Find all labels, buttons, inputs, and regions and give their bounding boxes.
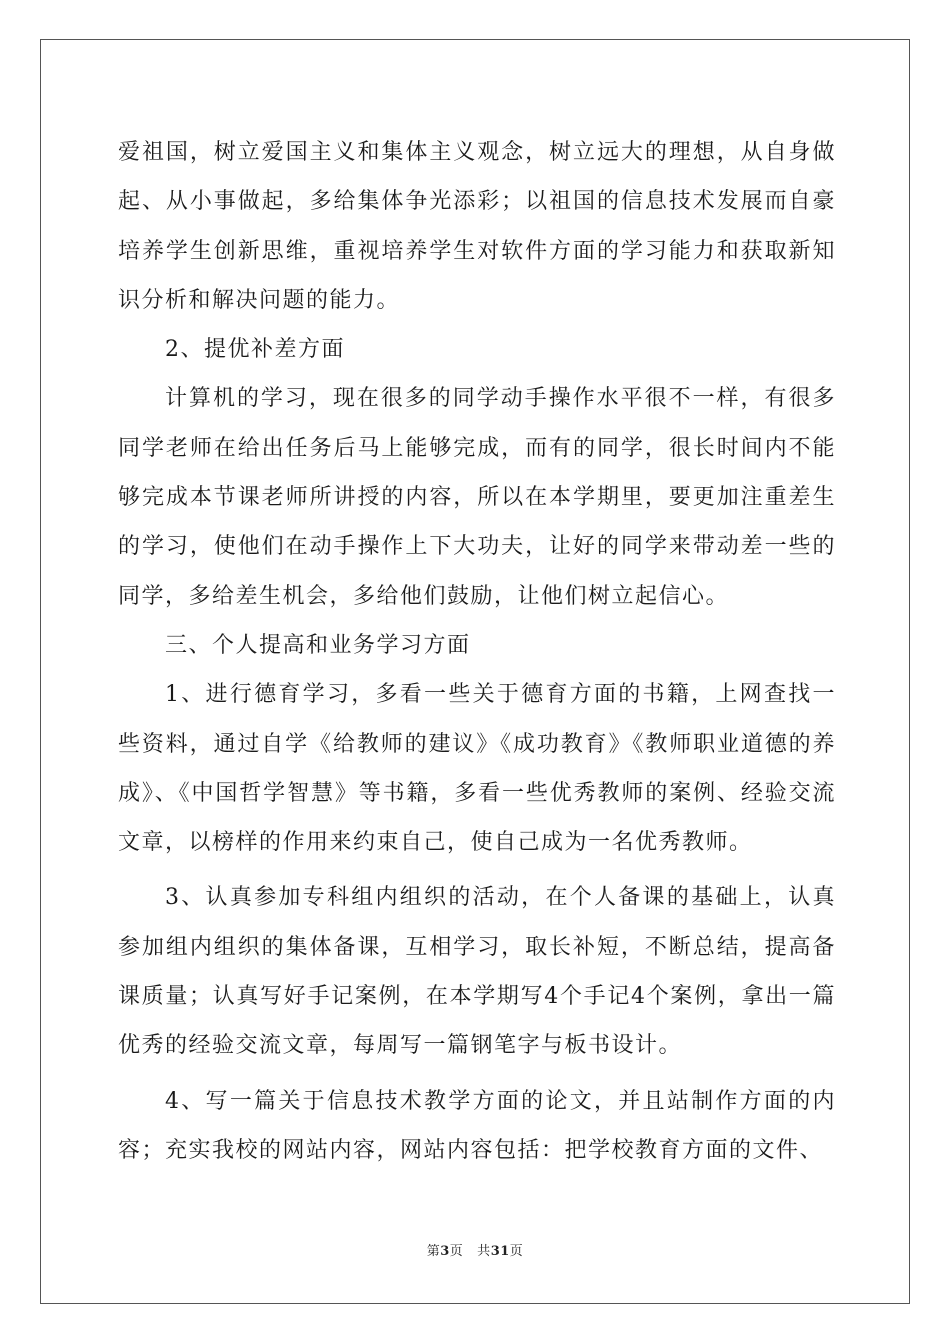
section-heading-personal-development: 三、个人提高和业务学习方面 xyxy=(165,632,471,658)
paragraph-thesis: 4、写一篇关于信息技术教学方面的论文，并且站制作方面的内容；充实我校的网站内容，网站内容包括：把学校教育方面的文件、 xyxy=(118,1088,836,1163)
footer-total-prefix: 共 xyxy=(477,1244,491,1259)
paragraph-continuation: 爱祖国，树立爱国主义和集体主义观念，树立远大的理想，从自身做起、从小事做起，多给集体争光添彩；以祖国的信息技术发展而自豪培养学生创新思维，重视培养学生对软件方面的学习能力和获取新知识分析和解决问题的能力。 xyxy=(118,140,836,313)
footer-total-suffix: 页 xyxy=(509,1244,524,1259)
paragraph-moral-study: 1、进行德育学习，多看一些关于德育方面的书籍，上网查找一些资料，通过自学《给教师的建议》《成功教育》《教师职业道德的养成》、《中国哲学智慧》等书籍，多看一些优秀教师的案例、经验交流文章，以榜样的作用来约束自己，使自己成为一名优秀教师。 xyxy=(118,682,836,856)
section-heading-tutoring: 2、提优补差方面 xyxy=(165,337,345,363)
page-footer xyxy=(0,1240,950,1259)
footer-page-suffix: 页 xyxy=(449,1244,464,1259)
paragraph-group-activities: 3、认真参加专科组内组织的活动，在个人备课的基础上，认真参加组内组织的集体备课，互相学习，取长补短，不断总结，提高备课质量；认真写好手记案例，在本学期写4个手记4个案例，拿出一篇优秀的经验交流文章，每周写一篇钢笔字与板书设计。 xyxy=(118,885,836,1059)
paragraph-tutoring: 计算机的学习，现在很多的同学动手操作水平很不一样，有很多同学老师在给出任务后马上能够完成，而有的同学，很长时间内不能够完成本节课老师所讲授的内容，所以在本学期里，要更加注重差生的学习，使他们在动手操作上下大功夫，让好的同学来带动差一些的同学，多给差生机会，多给他们鼓励，让他们树立起信心。 xyxy=(118,386,836,609)
document-body xyxy=(118,128,836,1175)
footer-total-pages: 31 xyxy=(490,1244,510,1259)
footer-page-prefix: 第 xyxy=(426,1244,441,1259)
footer-current-page: 3 xyxy=(440,1244,450,1259)
